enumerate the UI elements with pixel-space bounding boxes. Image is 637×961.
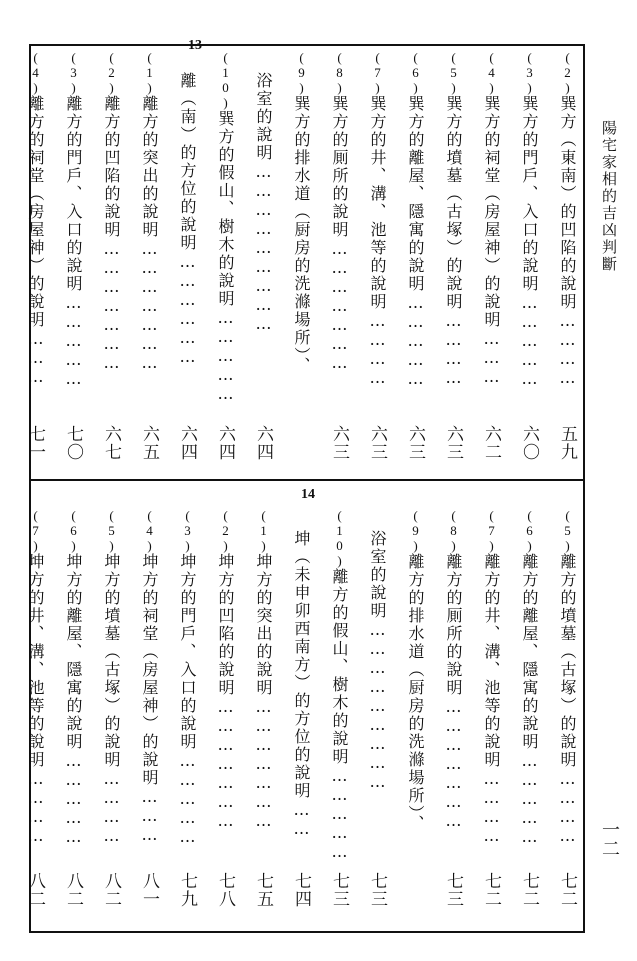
leader-dots: ……………………… (254, 162, 273, 333)
toc-entry (286, 530, 316, 838)
entry-title: 坤（未申卯西南方）的方位的說明 (292, 530, 311, 800)
page-number: 一二 (599, 820, 620, 858)
entry-page-ref: 八二 (25, 872, 45, 908)
toc-entry (134, 508, 164, 844)
entry-marker: (7) (28, 508, 43, 553)
entry-page-ref: 六三 (443, 425, 463, 461)
toc-entry (96, 50, 126, 372)
leader-dots: ……………… (178, 252, 197, 366)
entry-page-ref: 六〇 (519, 425, 539, 461)
entry-marker: (7) (370, 50, 385, 95)
entry-title: 離方的假山、樹木的說明 (330, 568, 349, 766)
entry-marker: (1) (142, 50, 157, 95)
leader-dots: …………… (520, 751, 539, 846)
entry-page-ref: 七一 (25, 425, 45, 461)
leader-dots: ……… (140, 787, 159, 844)
leader-dots: …………… (216, 308, 235, 403)
toc-entry (210, 508, 240, 830)
entry-page-ref: 七九 (177, 872, 197, 908)
entry-title: 巽方的離屋、隱寓的說明 (406, 95, 425, 293)
running-title: 陽宅家相的吉凶判斷 (600, 120, 618, 273)
leader-dots: ………… (482, 769, 501, 845)
entry-title: 坤方的門戶、入口的說明 (178, 553, 197, 751)
entry-marker: (4) (484, 50, 499, 95)
leader-dots: …………… (178, 751, 197, 846)
toc-entry (172, 72, 202, 366)
entry-page-ref: 七二 (557, 872, 577, 908)
toc-entry (400, 50, 430, 388)
entry-title: 巽方的排水道（厨房的洗滌場所）、 (292, 95, 311, 375)
entry-page-ref: 六四 (253, 425, 273, 461)
toc-entry (362, 530, 392, 791)
leader-dots: …………… (64, 751, 83, 846)
entry-marker: (8) (446, 508, 461, 553)
toc-entry (20, 508, 50, 845)
entry-page-ref: 八二 (63, 872, 83, 908)
entry-marker: (6) (66, 508, 81, 553)
entry-page-ref: 六四 (215, 425, 235, 461)
entry-title: 離方的厠所的說明 (444, 553, 463, 697)
toc-entry (134, 50, 164, 372)
entry-marker: (3) (522, 50, 537, 95)
leader-dots: …… (292, 800, 311, 838)
entry-page-ref: 七二 (481, 872, 501, 908)
entry-page-ref: 七二 (519, 872, 539, 908)
toc-entry (552, 508, 582, 845)
half-divider (31, 479, 583, 481)
leader-dots: …………… (64, 293, 83, 388)
leader-dots: ………… (558, 769, 577, 845)
entry-marker: (5) (560, 508, 575, 553)
entry-marker: (4) (28, 50, 43, 95)
entry-title: 離方的井、溝、池等的說明 (482, 553, 501, 769)
entry-marker: (3) (180, 508, 195, 553)
toc-entry (514, 50, 544, 388)
leader-dots: …………… (520, 293, 539, 388)
leader-dots: ………… (368, 311, 387, 387)
leader-dots: ………………… (330, 239, 349, 372)
entry-page-ref: 五九 (557, 425, 577, 461)
entry-page-ref: 七三 (443, 872, 463, 908)
entry-page-ref: 七〇 (63, 425, 83, 461)
entry-marker: (2) (218, 508, 233, 553)
toc-entry (172, 508, 202, 846)
entry-marker: (9) (294, 50, 309, 95)
section-number-top: 13 (188, 38, 202, 53)
leader-dots: ………… (444, 311, 463, 387)
entry-page-ref: 六七 (101, 425, 121, 461)
entry-title: 坤方的離屋、隱寓的說明 (64, 553, 83, 751)
entry-title: 離方的突出的說明 (140, 95, 159, 239)
entry-title: 坤方的突出的說明 (254, 553, 273, 697)
toc-entry (286, 50, 316, 375)
entry-marker: (5) (446, 50, 461, 95)
leader-dots: ……… (26, 329, 45, 386)
entry-page-ref: 六三 (405, 425, 425, 461)
entry-title: 離方的排水道（厨房的洗滌場所）、 (406, 553, 425, 833)
entry-page-ref: 六三 (329, 425, 349, 461)
entry-title: 離方的祠堂（房屋神）的說明 (26, 95, 45, 329)
toc-entry (324, 508, 354, 861)
entry-title: 巽方的祠堂（房屋神）的說明 (482, 95, 501, 329)
leader-dots: …………… (406, 293, 425, 388)
entry-page-ref: 七三 (367, 872, 387, 908)
toc-entry (476, 508, 506, 845)
entry-marker: (1) (256, 508, 271, 553)
leader-dots: …………… (330, 766, 349, 861)
entry-title: 巽方的井、溝、池等的說明 (368, 95, 387, 311)
leader-dots: ………………… (444, 697, 463, 830)
entry-title: 巽方的墳墓（古塚）的說明 (444, 95, 463, 311)
entry-title: 巽方的門戶、入口的說明 (520, 95, 539, 293)
toc-entry (58, 50, 88, 388)
entry-title: 巽方（東南）的凹陷的說明 (558, 95, 577, 311)
entry-title: 浴室的說明 (368, 530, 387, 620)
entry-marker: (3) (66, 50, 81, 95)
toc-entry (324, 50, 354, 372)
leader-dots: ……………………… (368, 620, 387, 791)
toc-entry (248, 508, 278, 830)
entry-title: 坤方的凹陷的說明 (216, 553, 235, 697)
entry-marker: (10) (332, 508, 347, 568)
entry-page-ref: 七三 (329, 872, 349, 908)
entry-title: 離方的凹陷的說明 (102, 95, 121, 239)
entry-title: 坤方的井、溝、池等的說明 (26, 553, 45, 769)
toc-entry (514, 508, 544, 846)
toc-entry (210, 50, 240, 403)
toc-entry (400, 508, 430, 833)
entry-page-ref: 七八 (215, 872, 235, 908)
toc-entry (96, 508, 126, 845)
entry-title: 坤方的祠堂（房屋神）的說明 (140, 553, 159, 787)
entry-page-ref: 六三 (367, 425, 387, 461)
entry-title: 巽方的假山、樹木的說明 (216, 110, 235, 308)
entry-page-ref: 七五 (253, 872, 273, 908)
entry-page-ref: 七四 (291, 872, 311, 908)
toc-entry (20, 50, 50, 386)
leader-dots: ………… (558, 311, 577, 387)
entry-marker: (10) (218, 50, 233, 110)
leader-dots: ………… (102, 769, 121, 845)
entry-title: 離方的墳墓（古塚）的說明 (558, 553, 577, 769)
entry-page-ref: 六四 (177, 425, 197, 461)
entry-marker: (2) (560, 50, 575, 95)
entry-marker: (7) (484, 508, 499, 553)
toc-entry (476, 50, 506, 386)
entry-marker: (2) (104, 50, 119, 95)
entry-page-ref: 八一 (139, 872, 159, 908)
toc-entry (438, 508, 468, 830)
leader-dots: ………………… (216, 697, 235, 830)
toc-entry (362, 50, 392, 387)
leader-dots: ………………… (254, 697, 273, 830)
entry-marker: (5) (104, 508, 119, 553)
section-number-bottom: 14 (301, 487, 315, 502)
toc-entry (552, 50, 582, 387)
entry-title: 離（南）的方位的說明 (178, 72, 197, 252)
entry-page-ref: 八二 (101, 872, 121, 908)
entry-marker: (4) (142, 508, 157, 553)
entry-title: 離方的門戶、入口的說明 (64, 95, 83, 293)
toc-entry (248, 72, 278, 333)
toc-entry (438, 50, 468, 387)
entry-marker: (9) (408, 508, 423, 553)
leader-dots: ……… (482, 329, 501, 386)
entry-title: 浴室的說明 (254, 72, 273, 162)
leader-dots: ………………… (102, 239, 121, 372)
entry-marker: (8) (332, 50, 347, 95)
entry-title: 坤方的墳墓（古塚）的說明 (102, 553, 121, 769)
entry-page-ref: 六二 (481, 425, 501, 461)
entry-marker: (6) (522, 508, 537, 553)
entry-title: 離方的離屋、隱寓的說明 (520, 553, 539, 751)
entry-marker: (6) (408, 50, 423, 95)
entry-page-ref: 六五 (139, 425, 159, 461)
entry-title: 巽方的厠所的說明 (330, 95, 349, 239)
leader-dots: ………………… (140, 239, 159, 372)
leader-dots: ………… (26, 769, 45, 845)
toc-entry (58, 508, 88, 846)
